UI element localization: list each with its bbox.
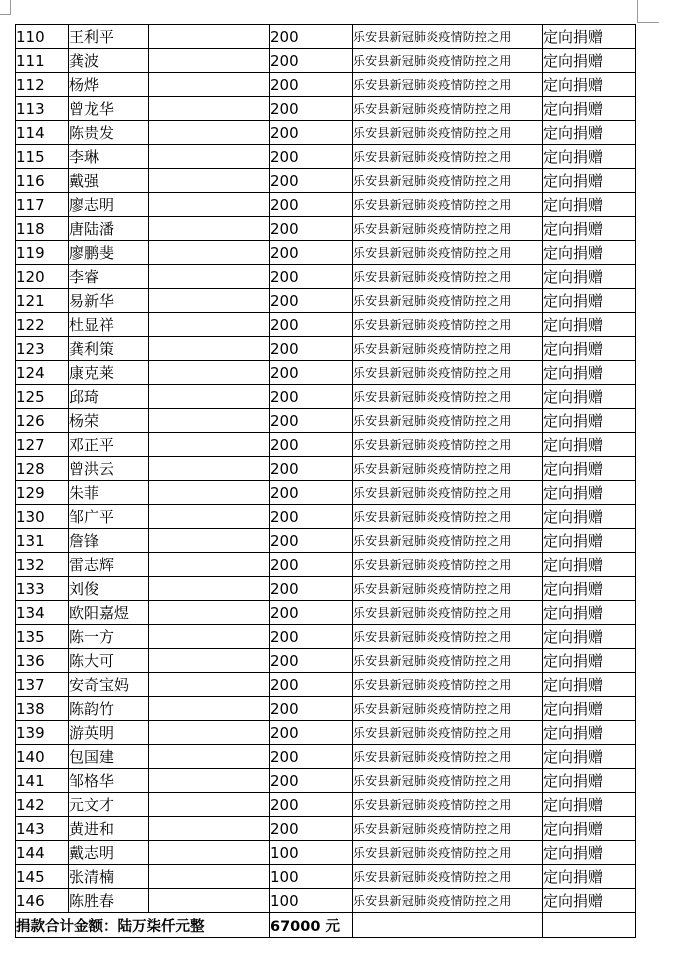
blank-cell — [149, 217, 270, 241]
row-number: 136 — [16, 649, 69, 673]
row-number: 121 — [16, 289, 69, 313]
donation-type: 定向捐赠 — [543, 433, 636, 457]
donor-name: 曾洪云 — [69, 457, 149, 481]
donation-purpose: 乐安县新冠肺炎疫情防控之用 — [353, 553, 543, 577]
donor-name: 陈胜春 — [69, 889, 149, 913]
donor-name: 邹格华 — [69, 769, 149, 793]
table-row — [16, 697, 636, 721]
donation-type: 定向捐赠 — [543, 841, 636, 865]
row-number: 130 — [16, 505, 69, 529]
blank-cell — [149, 697, 270, 721]
donor-name: 易新华 — [69, 289, 149, 313]
donation-amount: 200 — [270, 409, 353, 433]
donation-purpose: 乐安县新冠肺炎疫情防控之用 — [353, 25, 543, 49]
donation-type: 定向捐赠 — [543, 241, 636, 265]
blank-cell — [149, 673, 270, 697]
blank-cell — [149, 505, 270, 529]
donor-name: 龚波 — [69, 49, 149, 73]
donation-amount: 200 — [270, 697, 353, 721]
blank-cell — [149, 793, 270, 817]
table-row — [16, 49, 636, 73]
donation-type: 定向捐赠 — [543, 553, 636, 577]
donor-name: 陈韵竹 — [69, 697, 149, 721]
donation-type: 定向捐赠 — [543, 745, 636, 769]
table-row — [16, 577, 636, 601]
blank-cell — [149, 745, 270, 769]
donation-amount: 200 — [270, 553, 353, 577]
blank-cell — [149, 337, 270, 361]
donation-type: 定向捐赠 — [543, 145, 636, 169]
blank-cell — [149, 169, 270, 193]
donation-amount: 200 — [270, 265, 353, 289]
donation-type: 定向捐赠 — [543, 481, 636, 505]
donation-amount: 200 — [270, 601, 353, 625]
row-number: 145 — [16, 865, 69, 889]
donor-name: 李琳 — [69, 145, 149, 169]
table-row — [16, 385, 636, 409]
donation-amount: 200 — [270, 121, 353, 145]
row-number: 115 — [16, 145, 69, 169]
donation-type: 定向捐赠 — [543, 625, 636, 649]
donation-amount: 200 — [270, 361, 353, 385]
donation-type: 定向捐赠 — [543, 505, 636, 529]
blank-cell — [149, 841, 270, 865]
table-row — [16, 361, 636, 385]
donation-type: 定向捐赠 — [543, 793, 636, 817]
donation-amount: 200 — [270, 745, 353, 769]
blank-cell — [149, 25, 270, 49]
row-number: 137 — [16, 673, 69, 697]
row-number: 116 — [16, 169, 69, 193]
donation-amount: 200 — [270, 721, 353, 745]
blank-cell — [149, 409, 270, 433]
donation-purpose: 乐安县新冠肺炎疫情防控之用 — [353, 217, 543, 241]
donation-purpose: 乐安县新冠肺炎疫情防控之用 — [353, 241, 543, 265]
donor-name: 唐陆潘 — [69, 217, 149, 241]
table-row — [16, 745, 636, 769]
donor-name: 曾龙华 — [69, 97, 149, 121]
donation-purpose: 乐安县新冠肺炎疫情防控之用 — [353, 313, 543, 337]
donation-amount: 200 — [270, 169, 353, 193]
donation-type: 定向捐赠 — [543, 601, 636, 625]
row-number: 131 — [16, 529, 69, 553]
donation-purpose: 乐安县新冠肺炎疫情防控之用 — [353, 865, 543, 889]
donor-name: 刘俊 — [69, 577, 149, 601]
row-number: 118 — [16, 217, 69, 241]
donation-type: 定向捐赠 — [543, 457, 636, 481]
donation-type: 定向捐赠 — [543, 409, 636, 433]
donation-purpose: 乐安县新冠肺炎疫情防控之用 — [353, 49, 543, 73]
table-row — [16, 625, 636, 649]
page-corner-mark-left — [0, 14, 11, 15]
donation-purpose: 乐安县新冠肺炎疫情防控之用 — [353, 193, 543, 217]
donor-name: 廖鹏斐 — [69, 241, 149, 265]
donation-type: 定向捐赠 — [543, 769, 636, 793]
table-row — [16, 121, 636, 145]
donation-purpose: 乐安县新冠肺炎疫情防控之用 — [353, 505, 543, 529]
donation-purpose: 乐安县新冠肺炎疫情防控之用 — [353, 265, 543, 289]
table-row — [16, 673, 636, 697]
row-number: 117 — [16, 193, 69, 217]
donation-table — [15, 24, 636, 938]
donation-purpose: 乐安县新冠肺炎疫情防控之用 — [353, 601, 543, 625]
table-row — [16, 721, 636, 745]
donation-type: 定向捐赠 — [543, 121, 636, 145]
donation-type: 定向捐赠 — [543, 337, 636, 361]
row-number: 126 — [16, 409, 69, 433]
row-number: 129 — [16, 481, 69, 505]
donation-amount: 200 — [270, 145, 353, 169]
table-row — [16, 505, 636, 529]
row-number: 113 — [16, 97, 69, 121]
row-number: 127 — [16, 433, 69, 457]
donation-type: 定向捐赠 — [543, 265, 636, 289]
blank-cell — [149, 481, 270, 505]
donation-type: 定向捐赠 — [543, 385, 636, 409]
page-corner-mark-right — [637, 0, 638, 22]
donation-type: 定向捐赠 — [543, 169, 636, 193]
donation-type: 定向捐赠 — [543, 217, 636, 241]
donation-purpose: 乐安县新冠肺炎疫情防控之用 — [353, 145, 543, 169]
donation-amount: 200 — [270, 433, 353, 457]
donation-purpose: 乐安县新冠肺炎疫情防控之用 — [353, 577, 543, 601]
row-number: 135 — [16, 625, 69, 649]
donor-name: 李睿 — [69, 265, 149, 289]
donation-type: 定向捐赠 — [543, 889, 636, 913]
donor-name: 包国建 — [69, 745, 149, 769]
donation-purpose: 乐安县新冠肺炎疫情防控之用 — [353, 697, 543, 721]
row-number: 124 — [16, 361, 69, 385]
donation-type: 定向捐赠 — [543, 865, 636, 889]
donor-name: 张清楠 — [69, 865, 149, 889]
table-row — [16, 553, 636, 577]
donation-purpose: 乐安县新冠肺炎疫情防控之用 — [353, 73, 543, 97]
donation-amount: 200 — [270, 817, 353, 841]
row-number: 125 — [16, 385, 69, 409]
row-number: 143 — [16, 817, 69, 841]
donation-purpose: 乐安县新冠肺炎疫情防控之用 — [353, 97, 543, 121]
table-row — [16, 889, 636, 913]
blank-cell — [149, 145, 270, 169]
donor-name: 戴强 — [69, 169, 149, 193]
row-number: 111 — [16, 49, 69, 73]
donation-amount: 200 — [270, 337, 353, 361]
blank-cell — [149, 361, 270, 385]
table-row — [16, 145, 636, 169]
table-row — [16, 409, 636, 433]
row-number: 120 — [16, 265, 69, 289]
donation-type: 定向捐赠 — [543, 697, 636, 721]
page-corner-mark-left — [10, 0, 11, 14]
donor-name: 邱琦 — [69, 385, 149, 409]
table-row — [16, 865, 636, 889]
blank-cell — [149, 721, 270, 745]
donation-purpose: 乐安县新冠肺炎疫情防控之用 — [353, 817, 543, 841]
donation-type: 定向捐赠 — [543, 289, 636, 313]
donation-purpose: 乐安县新冠肺炎疫情防控之用 — [353, 769, 543, 793]
donor-name: 黄进和 — [69, 817, 149, 841]
table-row — [16, 529, 636, 553]
donation-purpose: 乐安县新冠肺炎疫情防控之用 — [353, 793, 543, 817]
donation-amount: 200 — [270, 49, 353, 73]
table-row — [16, 265, 636, 289]
table-row — [16, 457, 636, 481]
donor-name: 欧阳嘉煜 — [69, 601, 149, 625]
row-number: 134 — [16, 601, 69, 625]
blank-cell — [149, 889, 270, 913]
donation-purpose: 乐安县新冠肺炎疫情防控之用 — [353, 433, 543, 457]
donation-amount: 200 — [270, 577, 353, 601]
donation-amount: 200 — [270, 457, 353, 481]
blank-cell — [149, 601, 270, 625]
donation-type: 定向捐赠 — [543, 361, 636, 385]
blank-cell — [149, 769, 270, 793]
donation-purpose: 乐安县新冠肺炎疫情防控之用 — [353, 121, 543, 145]
table-row — [16, 217, 636, 241]
donation-purpose: 乐安县新冠肺炎疫情防控之用 — [353, 673, 543, 697]
donation-purpose: 乐安县新冠肺炎疫情防控之用 — [353, 841, 543, 865]
table-row — [16, 481, 636, 505]
table-row — [16, 817, 636, 841]
table-row — [16, 769, 636, 793]
donation-amount: 200 — [270, 529, 353, 553]
donation-amount: 200 — [270, 649, 353, 673]
blank-cell — [149, 97, 270, 121]
total-type-cell — [543, 913, 636, 938]
row-number: 133 — [16, 577, 69, 601]
donor-name: 陈大可 — [69, 649, 149, 673]
table-row — [16, 169, 636, 193]
donation-amount: 100 — [270, 889, 353, 913]
blank-cell — [149, 73, 270, 97]
donation-purpose: 乐安县新冠肺炎疫情防控之用 — [353, 385, 543, 409]
table-row — [16, 649, 636, 673]
donation-amount: 200 — [270, 793, 353, 817]
donation-type: 定向捐赠 — [543, 673, 636, 697]
donation-amount: 200 — [270, 217, 353, 241]
donation-type: 定向捐赠 — [543, 49, 636, 73]
donor-name: 詹锋 — [69, 529, 149, 553]
donation-amount: 200 — [270, 241, 353, 265]
donation-amount: 200 — [270, 769, 353, 793]
row-number: 119 — [16, 241, 69, 265]
donation-purpose: 乐安县新冠肺炎疫情防控之用 — [353, 721, 543, 745]
donor-name: 安奇宝妈 — [69, 673, 149, 697]
donation-type: 定向捐赠 — [543, 721, 636, 745]
donation-type: 定向捐赠 — [543, 25, 636, 49]
donation-purpose: 乐安县新冠肺炎疫情防控之用 — [353, 169, 543, 193]
donor-name: 戴志明 — [69, 841, 149, 865]
blank-cell — [149, 529, 270, 553]
donation-type: 定向捐赠 — [543, 649, 636, 673]
donor-name: 杨烨 — [69, 73, 149, 97]
donation-type: 定向捐赠 — [543, 529, 636, 553]
donation-amount: 200 — [270, 73, 353, 97]
page-corner-mark-right — [637, 22, 659, 23]
blank-cell — [149, 433, 270, 457]
total-label: 捐款合计金额：陆万柒仟元整 — [16, 913, 270, 938]
donation-amount: 200 — [270, 289, 353, 313]
table-row — [16, 193, 636, 217]
donation-purpose: 乐安县新冠肺炎疫情防控之用 — [353, 889, 543, 913]
donor-name: 杨荣 — [69, 409, 149, 433]
donor-name: 陈贵发 — [69, 121, 149, 145]
donor-name: 游英明 — [69, 721, 149, 745]
row-number: 141 — [16, 769, 69, 793]
row-number: 140 — [16, 745, 69, 769]
blank-cell — [149, 553, 270, 577]
row-number: 138 — [16, 697, 69, 721]
table-row — [16, 241, 636, 265]
blank-cell — [149, 577, 270, 601]
donation-amount: 200 — [270, 625, 353, 649]
row-number: 146 — [16, 889, 69, 913]
blank-cell — [149, 865, 270, 889]
table-row — [16, 97, 636, 121]
blank-cell — [149, 49, 270, 73]
row-number: 142 — [16, 793, 69, 817]
donation-type: 定向捐赠 — [543, 817, 636, 841]
row-number: 122 — [16, 313, 69, 337]
table-row — [16, 289, 636, 313]
donation-amount: 200 — [270, 97, 353, 121]
donation-purpose: 乐安县新冠肺炎疫情防控之用 — [353, 409, 543, 433]
total-purpose-cell — [353, 913, 543, 938]
blank-cell — [149, 121, 270, 145]
blank-cell — [149, 265, 270, 289]
table-row — [16, 601, 636, 625]
blank-cell — [149, 457, 270, 481]
row-number: 128 — [16, 457, 69, 481]
donation-amount: 200 — [270, 313, 353, 337]
donation-amount: 200 — [270, 673, 353, 697]
table-row — [16, 73, 636, 97]
row-number: 110 — [16, 25, 69, 49]
blank-cell — [149, 193, 270, 217]
row-number: 123 — [16, 337, 69, 361]
donation-table-body — [16, 25, 636, 938]
blank-cell — [149, 625, 270, 649]
donation-purpose: 乐安县新冠肺炎疫情防控之用 — [353, 457, 543, 481]
donation-amount: 200 — [270, 385, 353, 409]
donation-purpose: 乐安县新冠肺炎疫情防控之用 — [353, 529, 543, 553]
table-row — [16, 793, 636, 817]
donation-purpose: 乐安县新冠肺炎疫情防控之用 — [353, 649, 543, 673]
row-number: 112 — [16, 73, 69, 97]
donation-type: 定向捐赠 — [543, 313, 636, 337]
donation-purpose: 乐安县新冠肺炎疫情防控之用 — [353, 745, 543, 769]
donation-type: 定向捐赠 — [543, 193, 636, 217]
donation-amount: 100 — [270, 865, 353, 889]
table-row — [16, 313, 636, 337]
donor-name: 邹广平 — [69, 505, 149, 529]
donation-type: 定向捐赠 — [543, 73, 636, 97]
blank-cell — [149, 289, 270, 313]
donation-amount: 100 — [270, 841, 353, 865]
donation-type: 定向捐赠 — [543, 577, 636, 601]
donor-name: 龚利策 — [69, 337, 149, 361]
row-number: 114 — [16, 121, 69, 145]
donation-purpose: 乐安县新冠肺炎疫情防控之用 — [353, 337, 543, 361]
blank-cell — [149, 385, 270, 409]
donation-amount: 200 — [270, 505, 353, 529]
row-number: 139 — [16, 721, 69, 745]
donor-name: 康克莱 — [69, 361, 149, 385]
donation-amount: 200 — [270, 193, 353, 217]
blank-cell — [149, 649, 270, 673]
total-row — [16, 913, 636, 938]
table-row — [16, 433, 636, 457]
row-number: 144 — [16, 841, 69, 865]
donation-purpose: 乐安县新冠肺炎疫情防控之用 — [353, 289, 543, 313]
donor-name: 王利平 — [69, 25, 149, 49]
table-row — [16, 337, 636, 361]
donor-name: 朱菲 — [69, 481, 149, 505]
row-number: 132 — [16, 553, 69, 577]
donor-name: 雷志辉 — [69, 553, 149, 577]
blank-cell — [149, 817, 270, 841]
donor-name: 杜显祥 — [69, 313, 149, 337]
blank-cell — [149, 241, 270, 265]
donor-name: 陈一方 — [69, 625, 149, 649]
donor-name: 廖志明 — [69, 193, 149, 217]
donation-amount: 200 — [270, 25, 353, 49]
donation-purpose: 乐安县新冠肺炎疫情防控之用 — [353, 481, 543, 505]
blank-cell — [149, 313, 270, 337]
table-row — [16, 25, 636, 49]
donation-amount: 200 — [270, 481, 353, 505]
donation-purpose: 乐安县新冠肺炎疫情防控之用 — [353, 361, 543, 385]
total-amount: 67000 元 — [270, 913, 353, 938]
donation-purpose: 乐安县新冠肺炎疫情防控之用 — [353, 625, 543, 649]
table-row — [16, 841, 636, 865]
donor-name: 元文才 — [69, 793, 149, 817]
donor-name: 邓正平 — [69, 433, 149, 457]
donation-type: 定向捐赠 — [543, 97, 636, 121]
